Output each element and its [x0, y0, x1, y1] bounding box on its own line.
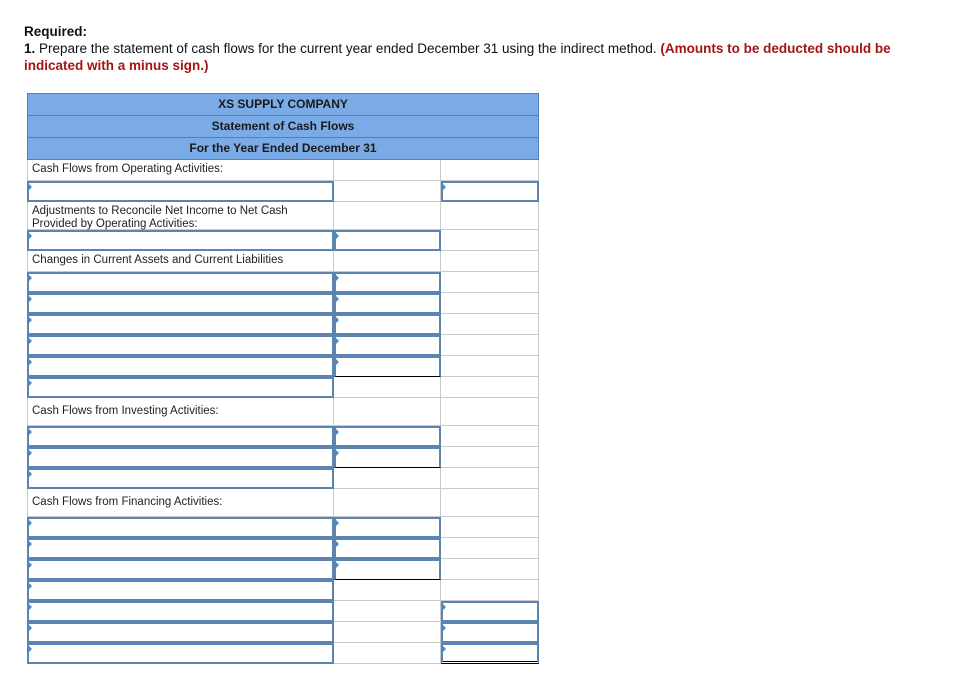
table-row	[27, 272, 539, 293]
instructions	[24, 23, 904, 74]
change-amount-input[interactable]	[334, 314, 441, 335]
financing-activities-label: Cash Flows from Financing Activities:	[27, 489, 334, 517]
requirement-text: Prepare the statement of cash flows for the current year ended December 31 using the indirect method.	[35, 41, 661, 56]
change-label-input[interactable]	[27, 293, 334, 314]
change-amount-input[interactable]	[334, 272, 441, 293]
investing-label-input[interactable]	[27, 447, 334, 468]
requirement-number: 1.	[24, 41, 36, 56]
table-row	[27, 538, 539, 559]
operating-activities-label: Cash Flows from Operating Activities:	[27, 160, 334, 181]
change-label-input[interactable]	[27, 335, 334, 356]
change-label-input[interactable]	[27, 272, 334, 293]
table-row	[27, 398, 539, 426]
table-row	[27, 202, 539, 230]
table-row	[27, 559, 539, 580]
table-row	[27, 643, 539, 664]
statement-period: For the Year Ended December 31	[27, 137, 539, 160]
table-row	[27, 356, 539, 377]
operating-total-label-input[interactable]	[27, 377, 334, 398]
net-change-label-input[interactable]	[27, 601, 334, 622]
table-row	[27, 293, 539, 314]
table-row	[27, 622, 539, 643]
statement-title: Statement of Cash Flows	[27, 115, 539, 137]
ending-cash-amount-input[interactable]	[441, 643, 539, 664]
financing-amount-input[interactable]	[334, 517, 441, 538]
requirement-1	[24, 40, 904, 74]
cash-flow-statement-table	[27, 93, 539, 664]
financing-amount-input[interactable]	[334, 559, 441, 580]
investing-total-label-input[interactable]	[27, 468, 334, 489]
ending-cash-label-input[interactable]	[27, 643, 334, 664]
change-amount-input[interactable]	[334, 356, 441, 377]
table-row	[27, 160, 539, 181]
change-amount-input[interactable]	[334, 335, 441, 356]
table-row	[27, 314, 539, 335]
adjustment-label-input[interactable]	[27, 230, 334, 251]
adjustments-label: Adjustments to Reconcile Net Income to Net Cash Provided by Operating Activities:	[27, 202, 334, 230]
table-row	[27, 335, 539, 356]
table-row	[27, 230, 539, 251]
required-heading: Required:	[24, 24, 88, 39]
table-row	[27, 377, 539, 398]
table-row	[27, 468, 539, 489]
financing-label-input[interactable]	[27, 538, 334, 559]
changes-current-label: Changes in Current Assets and Current Liabilities	[27, 251, 334, 272]
net-income-amount-input[interactable]	[441, 181, 539, 202]
net-change-amount-input[interactable]	[441, 601, 539, 622]
change-label-input[interactable]	[27, 314, 334, 335]
beginning-cash-label-input[interactable]	[27, 622, 334, 643]
company-name: XS SUPPLY COMPANY	[27, 93, 539, 115]
beginning-cash-amount-input[interactable]	[441, 622, 539, 643]
financing-label-input[interactable]	[27, 559, 334, 580]
table-row	[27, 517, 539, 538]
change-label-input[interactable]	[27, 356, 334, 377]
change-amount-input[interactable]	[334, 293, 441, 314]
table-row	[27, 251, 539, 272]
adjustment-amount-input[interactable]	[334, 230, 441, 251]
requirement-note: (Amounts to be deducted should be indicated with a minus sign.)	[24, 41, 891, 73]
financing-total-label-input[interactable]	[27, 580, 334, 601]
investing-label-input[interactable]	[27, 426, 334, 447]
net-income-label-input[interactable]	[27, 181, 334, 202]
table-row	[27, 447, 539, 468]
table-row	[27, 426, 539, 447]
financing-amount-input[interactable]	[334, 538, 441, 559]
table-row	[27, 580, 539, 601]
investing-activities-label: Cash Flows from Investing Activities:	[27, 398, 334, 426]
table-row	[27, 601, 539, 622]
financing-label-input[interactable]	[27, 517, 334, 538]
investing-amount-input[interactable]	[334, 447, 441, 468]
investing-amount-input[interactable]	[334, 426, 441, 447]
table-row	[27, 181, 539, 202]
table-row	[27, 489, 539, 517]
